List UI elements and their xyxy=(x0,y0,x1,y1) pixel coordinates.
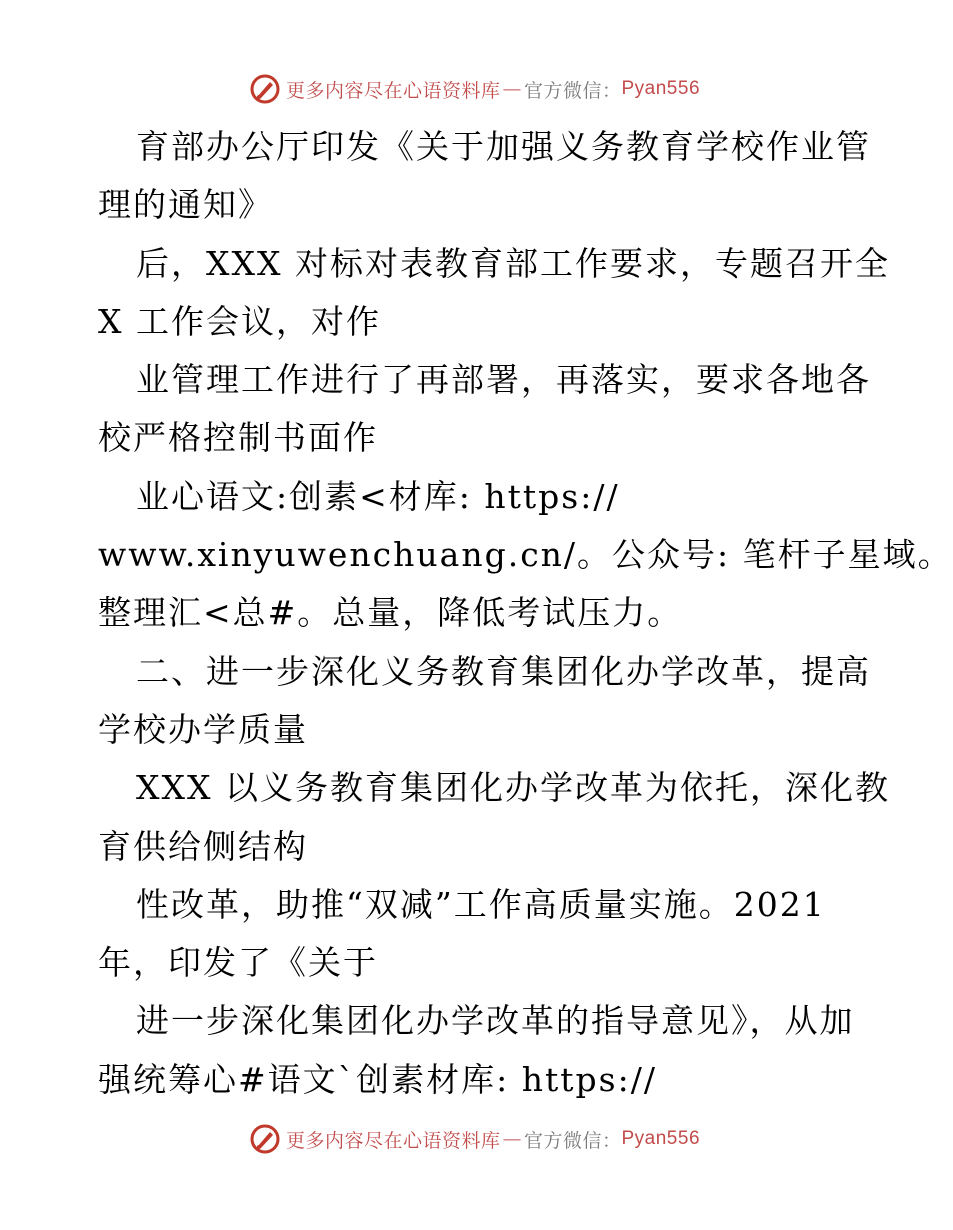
watermark-dash: — xyxy=(502,78,522,100)
text-line: 育供给侧结构 xyxy=(98,826,308,866)
watermark-wechat-id: Pyan556 xyxy=(621,1128,701,1149)
watermark-wechat-id: Pyan556 xyxy=(621,78,701,99)
text-line: 业管理工作进行了再部署，再落实，要求各地各 xyxy=(136,360,871,400)
text-line: 学校办学质量 xyxy=(98,709,308,749)
text-line: 育部办公厅印发《关于加强义务教育学校作业管 xyxy=(136,127,871,166)
text-line: 后，XXX 对标对表教育部工作要求，专题召开全 xyxy=(136,243,890,283)
watermark-main-text: 更多内容尽在心语资料库 xyxy=(285,1129,501,1152)
text-line: 校严格控制书面作 xyxy=(98,418,378,458)
text-line: 理的通知》 xyxy=(98,185,273,225)
text-line: 强统筹心#语文`创素材库: https:// xyxy=(98,1059,657,1099)
watermark-label: 官方微信： xyxy=(523,1129,622,1152)
text-line: 业心语文:创素<材库: https:// xyxy=(136,476,620,516)
watermark-dash: — xyxy=(502,1128,522,1150)
text-line: 进一步深化集团化办学改革的指导意见》，从加 xyxy=(136,1001,855,1041)
header-watermark xyxy=(0,72,950,106)
text-line: 年，印发了《关于 xyxy=(98,943,378,983)
watermark-main-text: 更多内容尽在心语资料库 xyxy=(285,79,501,102)
document-body xyxy=(98,118,953,1109)
text-line: X 工作会议，对作 xyxy=(98,301,381,341)
footer-watermark xyxy=(0,1122,950,1156)
text-line: www.xinyuwenchuang.cn/。公众号: 笔杆子星域。 xyxy=(98,535,953,575)
watermark-label: 官方微信： xyxy=(523,79,622,102)
text-line: 整理汇<总#。总量，降低考试压力。 xyxy=(98,593,683,633)
text-line: XXX 以义务教育集团化办学改革为依托，深化教 xyxy=(136,768,890,808)
text-line: 二、进一步深化义务教育集团化办学改革，提高 xyxy=(136,651,871,691)
text-line: 性改革，助推“双减”工作高质量实施。2021 xyxy=(136,884,826,924)
brush-logo-icon xyxy=(250,1124,280,1154)
brush-logo-icon xyxy=(250,74,280,104)
